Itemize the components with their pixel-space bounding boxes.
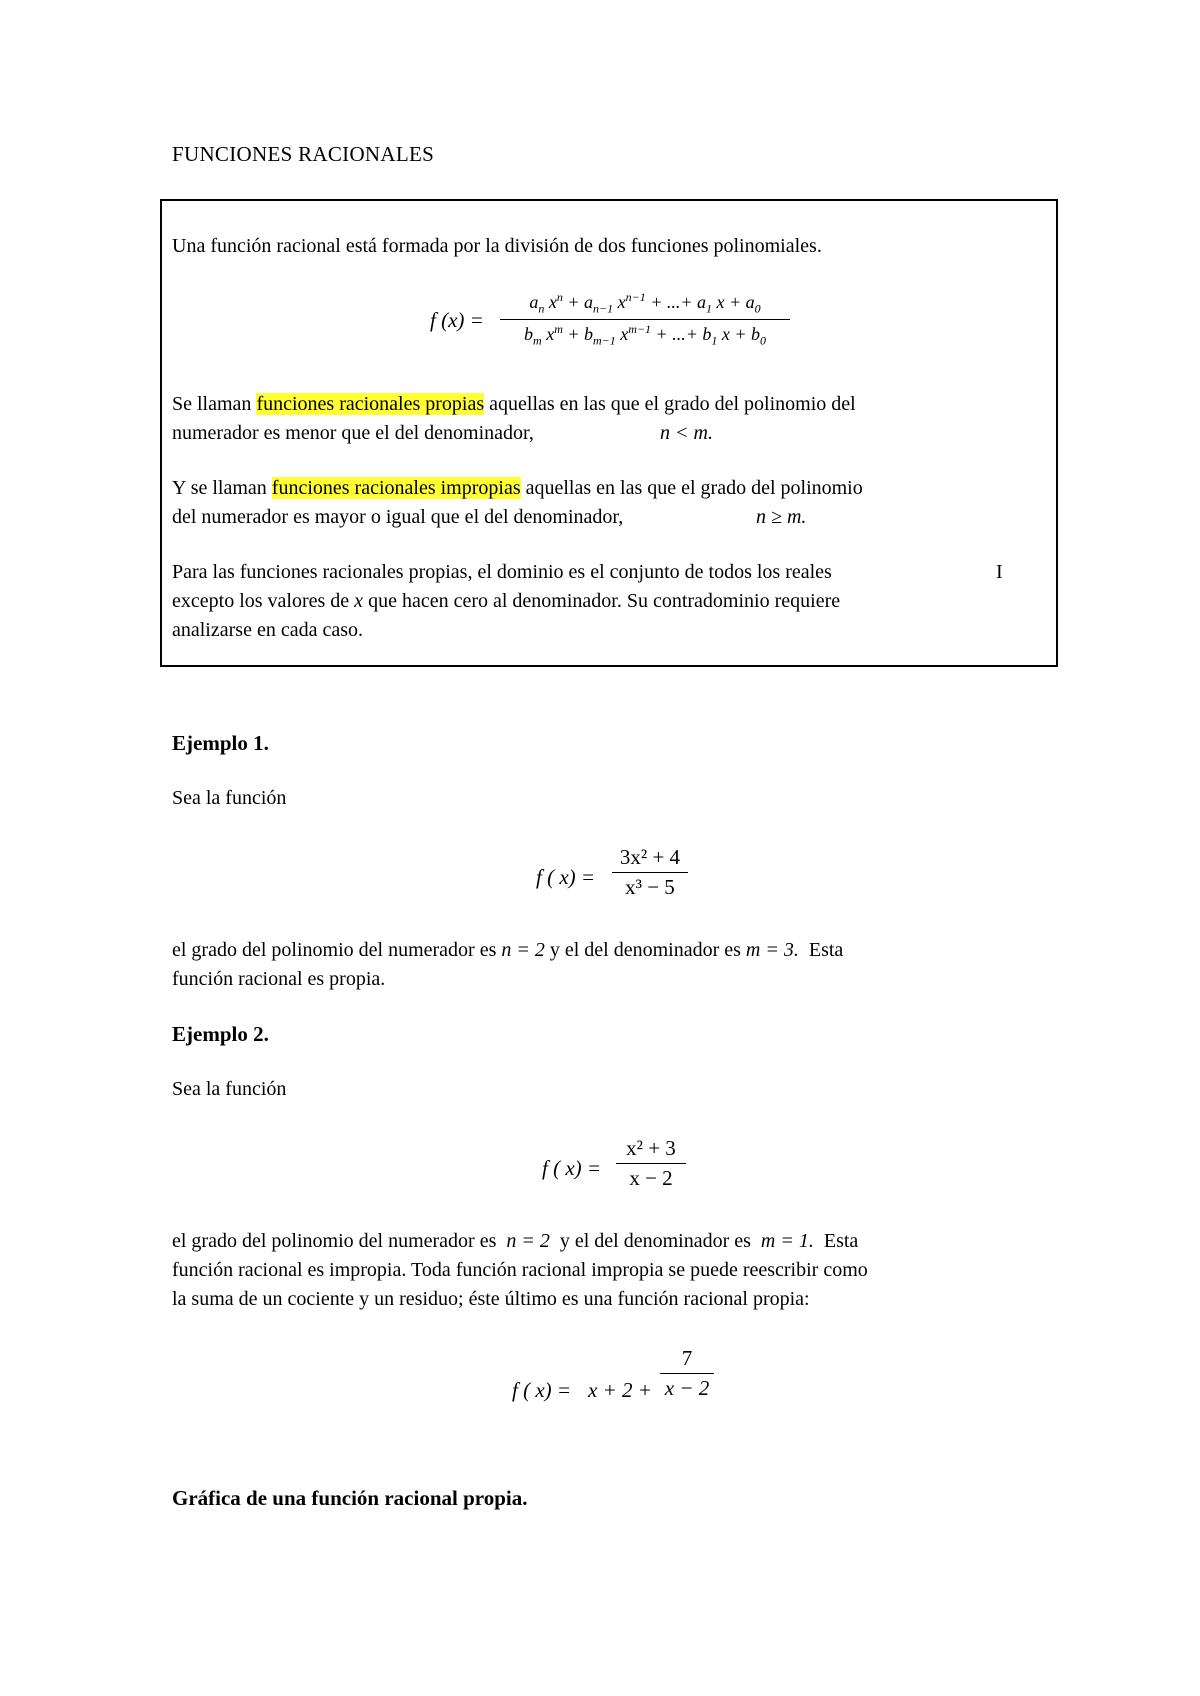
- proper-highlight: funciones racionales propias: [256, 393, 485, 415]
- example2-intro: Sea la función: [172, 1078, 287, 1100]
- domain-line2-post: que hacen cero al denominador. Su contradominio requiere: [368, 590, 841, 612]
- domain-line2-var: x: [354, 590, 364, 612]
- domain-line2: [172, 587, 840, 615]
- box-intro: Una función racional está formada por la división de dos funciones polinomiales.: [172, 235, 822, 257]
- fraction-bar: [500, 319, 790, 320]
- example2-heading: Ejemplo 2.: [172, 1022, 269, 1046]
- proper-definition-line2: numerador es menor que el del denominador,: [172, 422, 534, 444]
- example2-rewrite-fraction: [660, 1346, 714, 1401]
- example1-text1-mid: y el del denominador es: [549, 939, 741, 961]
- example2-m: m = 1.: [760, 1230, 814, 1252]
- example2-text2: función racional es impropia. Toda función racional impropia se puede reescribir como: [172, 1259, 868, 1281]
- example1-fraction: [612, 845, 688, 900]
- example2-rewrite-denominator: x − 2: [664, 1376, 710, 1400]
- example2-text1: [172, 1227, 858, 1255]
- proper-condition: n < m.: [660, 422, 713, 444]
- example2-text1-mid: y el del denominador es: [559, 1230, 751, 1252]
- proper-post: aquellas en las que el grado del polinomio del: [484, 393, 856, 415]
- example2-fraction: [616, 1136, 686, 1191]
- example1-text2: función racional es propia.: [172, 968, 386, 990]
- page-title: FUNCIONES RACIONALES: [172, 142, 435, 166]
- example1-text1-post: Esta: [808, 939, 844, 961]
- general-formula-numerator: $a_n$ $x^n + a_{n-1}$ $x^{n-1}$ + ...+ $a_1$ $x + a_0$: [529, 290, 761, 316]
- proper-pre: Se llaman: [172, 393, 257, 415]
- domain-line1: Para las funciones racionales propias, el dominio es el conjunto de todos los reales: [172, 561, 832, 583]
- reals-symbol: I: [996, 561, 1003, 583]
- example1-text1-pre: el grado del polinomio del numerador es: [172, 939, 497, 961]
- example1-m: m = 3.: [745, 939, 799, 961]
- graph-heading: Gráfica de una función racional propia.: [172, 1486, 528, 1510]
- example1-lhs: f ( x) =: [536, 865, 596, 889]
- example2-denominator: x − 2: [629, 1166, 673, 1190]
- example2-text1-post: Esta: [823, 1230, 859, 1252]
- fraction-bar: [612, 872, 688, 873]
- improper-highlight: funciones racionales impropias: [271, 477, 521, 499]
- example1-numerator: 3x² + 4: [619, 845, 681, 869]
- example1-text1: [172, 936, 843, 964]
- example2-lhs: f ( x) =: [542, 1156, 602, 1180]
- general-formula-lhs: f (x) =: [430, 308, 484, 332]
- example1-n: n = 2: [501, 939, 545, 961]
- fraction-bar: [616, 1163, 686, 1164]
- improper-pre: Y se llaman: [172, 477, 272, 499]
- example2-n: n = 2: [506, 1230, 550, 1252]
- example2-rewrite-lhs: f ( x) =: [512, 1378, 572, 1402]
- domain-line3: analizarse en cada caso.: [172, 619, 363, 641]
- improper-post: aquellas en las que el grado del polinomio: [520, 477, 863, 499]
- domain-line2-pre: excepto los valores de: [172, 590, 350, 612]
- fraction-bar: [660, 1373, 714, 1374]
- example2-numerator: x² + 3: [626, 1136, 676, 1160]
- general-formula: [500, 290, 790, 348]
- general-formula-denominator: $b_m$ $x^m + b_{m-1}$ $x^{m-1}$ + ...+ $b_1$ $x + b_0$: [524, 321, 766, 348]
- example1-heading: Ejemplo 1.: [172, 731, 269, 755]
- example2-rewrite-numerator: 7: [681, 1346, 693, 1370]
- example2-rewrite-poly: x + 2 +: [588, 1378, 652, 1402]
- example2-text3: la suma de un cociente y un residuo; éste último es una función racional propia:: [172, 1288, 810, 1310]
- improper-definition-line1: [172, 474, 863, 502]
- example1-intro: Sea la función: [172, 787, 287, 809]
- improper-condition: n ≥ m.: [756, 506, 807, 528]
- improper-definition-line2: del numerador es mayor o igual que el del denominador,: [172, 506, 624, 528]
- example2-text1-pre: el grado del polinomio del numerador es: [172, 1230, 497, 1252]
- proper-definition-line1: [172, 390, 856, 418]
- example1-denominator: x³ − 5: [625, 875, 675, 899]
